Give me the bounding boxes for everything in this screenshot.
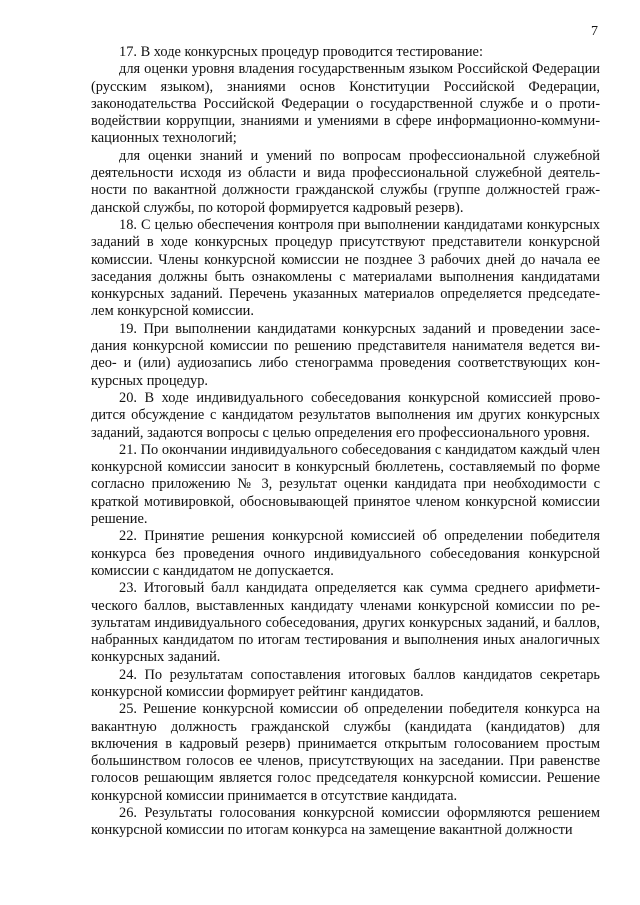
paragraph-26: 26. Результаты голосования конкурсной комиссии оформляются решением конкурсной комиссии по итогам конкурса на замещение вакантной должности — [91, 805, 600, 839]
paragraph-25: 25. Решение конкурсной комиссии об определении победителя конкурса на вакантную должность гражданской службы (кандидата (кандидатов) для включения в кадровый резерв) принимается открытым голосованием простым большинством голосов ее членов, присутствующих на заседании. При равенстве голосов решающим является голос председателя конкурсной комиссии. Решение конкурсной комиссии принимается в отсутствие кандидата. — [91, 701, 600, 804]
paragraph-17-testing-professional: для оценки знаний и умений по вопросам профессиональной служебной деятельности исходя из области и вида профессиональной служебной деятельности по вакантной должности гражданской службы (группе должностей гражданской службы, по которой формируется кадровый резерв). — [91, 147, 600, 216]
paragraph-23: 23. Итоговый балл кандидата определяется как сумма среднего арифметического баллов, выставленных кандидату членами конкурсной комиссии по результатам индивидуального собеседования, других конкурсных заданий, и баллов, набранных кандидатом по итогам тестирования и выполнения иных аналогичных конкурсных заданий. — [91, 580, 600, 666]
paragraph-17-testing-language: для оценки уровня владения государственным языком Российской Федерации (русским языком), знаниями основ Конституции Российской Федерации, законодательства Российской Федерации о государственной службе и о противодействии коррупции, знаниями и умениями в сфере информационно-коммуникационных технологий; — [91, 61, 600, 147]
paragraph-19: 19. При выполнении кандидатами конкурсных заданий и проведении заседания конкурсной комиссии по решению представителя нанимателя ведется видео- и (или) аудиозапись либо стенограмма проведения соответствующих конкурсных процедур. — [91, 320, 600, 389]
paragraph-18: 18. С целью обеспечения контроля при выполнении кандидатами конкурсных заданий в ходе конкурсных процедур присутствуют представители конкурсной комиссии. Члены конкурсной комиссии не позднее 3 рабочих дней до начала ее заседания должны быть ознакомлены с материалами выполнения кандидатами конкурсных заданий. Перечень указанных материалов определяется председателем конкурсной комиссии. — [91, 216, 600, 320]
document-body — [91, 44, 600, 840]
paragraph-24: 24. По результатам сопоставления итоговых баллов кандидатов секретарь конкурсной комиссии формирует рейтинг кандидатов. — [91, 666, 600, 700]
paragraph-21: 21. По окончании индивидуального собеседования с кандидатом каждый член конкурсной комиссии заносит в конкурсный бюллетень, составляемый по форме согласно приложению № 3, результат оценки кандидата при необходимости с краткой мотивировкой, обосновывающей принятое членом конкурсной комиссии решение. — [91, 441, 600, 528]
paragraph-20: 20. В ходе индивидуального собеседования конкурсной комиссией проводится обсуждение с кандидатом результатов выполнения им других конкурсных заданий, задаются вопросы с целью определения его профессионального уровня. — [91, 389, 600, 441]
paragraph-17: 17. В ходе конкурсных процедур проводится тестирование: — [119, 44, 483, 60]
page-number: 7 — [591, 24, 598, 39]
paragraph-22: 22. Принятие решения конкурсной комиссией об определении победителя конкурса без проведения очного индивидуального собеседования конкурсной комиссии с кандидатом не допускается. — [91, 528, 600, 579]
